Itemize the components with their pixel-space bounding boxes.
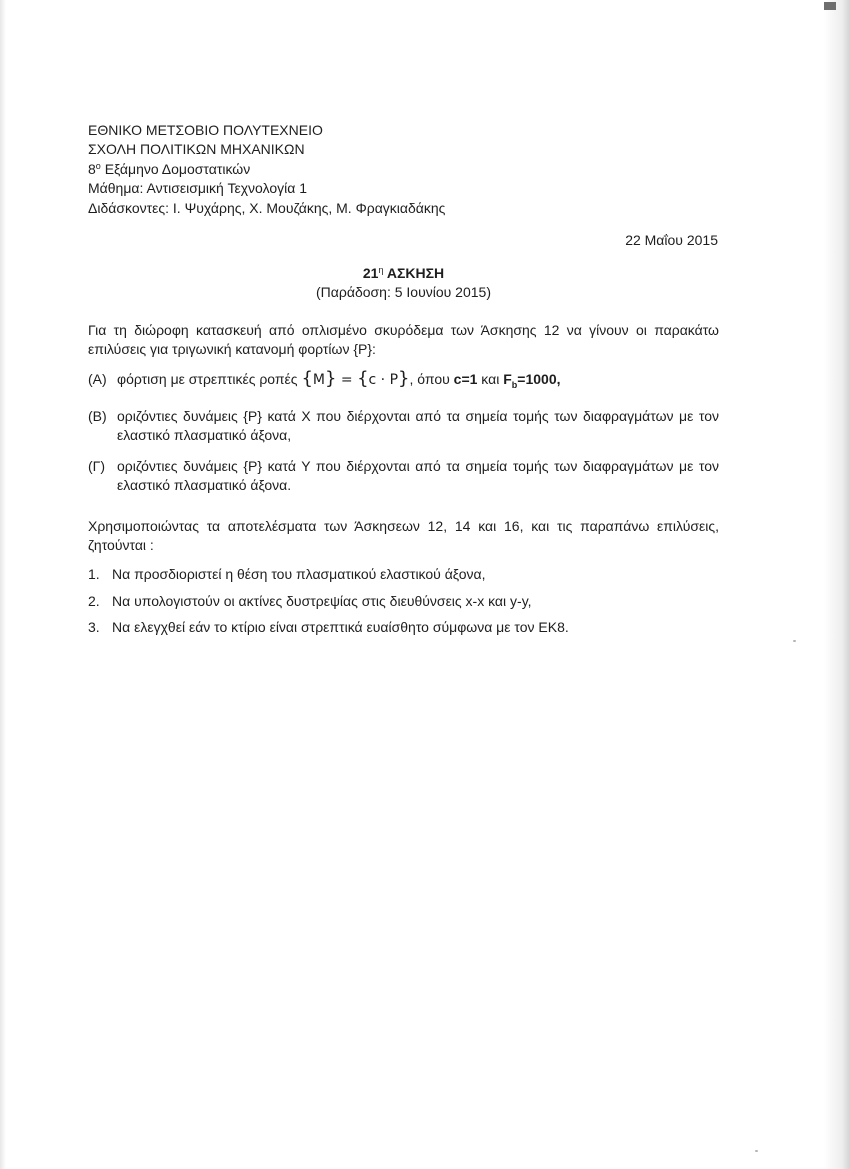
list-item	[88, 407, 719, 444]
requirements-list	[88, 565, 719, 645]
item-label: (Γ)	[88, 458, 106, 475]
delivery-date: (Παράδοση: 5 Ιουνίου 2015)	[316, 284, 491, 300]
item-text: φόρτιση με στρεπτικές ροπές {M} = {c · P}, όπου c=1 και $F_b=1000$,	[117, 368, 561, 390]
list-item	[88, 370, 719, 394]
item-text: οριζόντιες δυνάμεις {P} κατά Υ που διέρχονται από τα σημεία τομής των διαφραγμάτων με τον ελαστικό πλασματικό άξονα.	[117, 458, 719, 493]
document-date: 22 Μαΐου 2015	[625, 232, 718, 248]
scan-speck	[793, 640, 796, 642]
item-text: οριζόντιες δυνάμεις {P} κατά Χ που διέρχονται από τα σημεία τομής των διαφραγμάτων με τον ελαστικό πλασματικό άξονα,	[117, 408, 719, 443]
load-cases-list	[88, 370, 719, 507]
institution-header	[88, 121, 445, 218]
torsion-formula: {M} = {c · P}	[301, 368, 410, 389]
scan-edge-shadow-right	[824, 0, 850, 1169]
fb-value: $F_b=1000$,	[503, 371, 561, 390]
semester: $8^o$ Εξάμηνο Δομοστατικών	[88, 160, 251, 177]
exercise-title	[88, 264, 719, 302]
instructors: Διδάσκοντες: Ι. Ψυχάρης, Χ. Μουζάκης, Μ. Φραγκιαδάκης	[88, 199, 446, 216]
list-item	[88, 457, 719, 494]
item-label: (Α)	[88, 371, 107, 387]
school-name: ΣΧΟΛΗ ΠΟΛΙΤΙΚΩΝ ΜΗΧΑΝΙΚΩΝ	[88, 141, 305, 158]
course-name: Μάθημα: Αντισεισμική Τεχνολογία 1	[88, 180, 308, 197]
university-name: ΕΘΝΙΚΟ ΜΕΤΣΟΒΙΟ ΠΟΛΥΤΕΧΝΕΙΟ	[88, 122, 323, 138]
requirement-item: 2. Να υπολογιστούν οι ακτίνες δυστρεψίας στις διευθύνσεις x-x και y-y,	[88, 592, 532, 609]
item-label: (Β)	[88, 408, 107, 425]
requirements-intro: Χρησιμοποιώντας τα αποτελέσματα των Άσκησεων 12, 14 και 16, και τις παραπάνω επιλύσεις, ζητούνται :	[88, 518, 719, 553]
requirement-item: 3. Να ελεγχθεί εάν το κτίριο είναι στρεπτικά ευαίσθητο σύμφωνα με τον ΕΚ8.	[88, 619, 569, 635]
requirement-item: 1. Να προσδιοριστεί η θέση του πλασματικού ελαστικού άξονα,	[88, 566, 486, 582]
scan-edge-shadow-left	[0, 0, 6, 1169]
scan-corner-mark	[824, 2, 836, 10]
intro-paragraph: Για τη διώροφη κατασκευή από οπλισμένο σκυρόδεμα των Άσκησης 12 να γίνουν οι παρακάτω επιλύσεις για τριγωνική κατανομή φορτίων {P}:	[88, 322, 719, 357]
scan-speck	[755, 1150, 758, 1152]
exercise-number: $21^\eta$ ΑΣΚΗΣΗ	[362, 265, 445, 281]
